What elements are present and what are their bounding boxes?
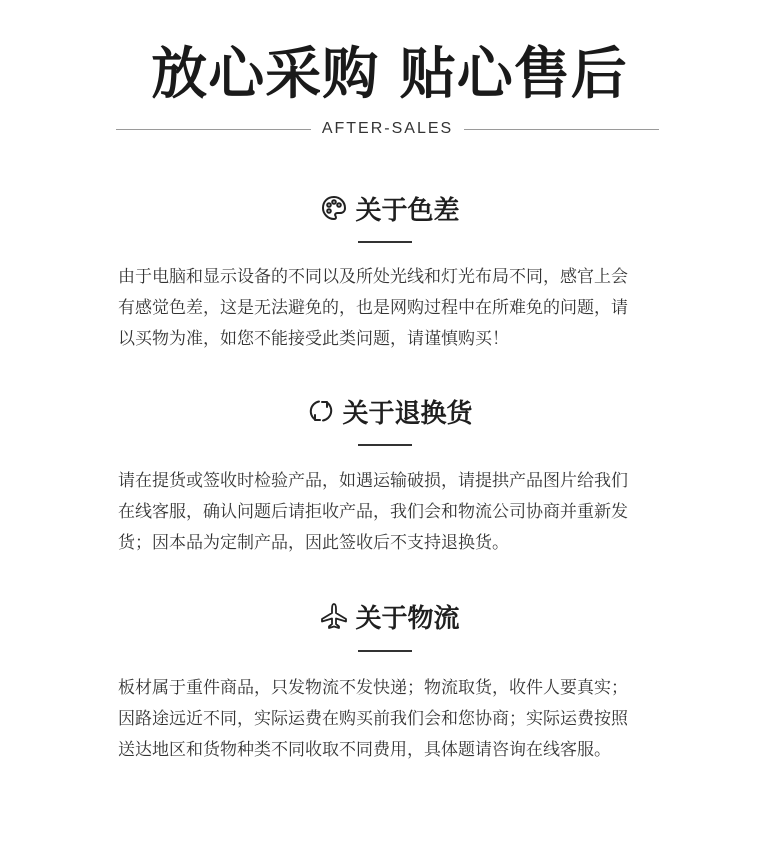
subtitle: AFTER-SALES [321, 120, 454, 137]
text-line: 请在提货或签收时检验产品，如遇运输破损，请提拱产品图片给我们 [118, 471, 628, 491]
section-heading: 关于色差 [355, 195, 460, 226]
text-line: 因路途远近不同，实际运费在购买前我们会和您协商；实际运费按照 [118, 709, 628, 729]
text-line: 有感觉色差，这是无法避免的，也是网购过程中在所难免的问题，请 [118, 298, 628, 318]
palette-icon [319, 193, 349, 223]
subtitle-left-rule [116, 129, 311, 130]
section-divider [358, 444, 412, 446]
text-line: 由于电脑和显示设备的不同以及所处光线和灯光布局不同，感官上会 [118, 267, 628, 287]
section-divider [358, 650, 412, 652]
text-line: 送达地区和货物种类不同收取不同费用，具体题请咨询在线客服。 [118, 740, 611, 760]
section-logistics-text [118, 673, 663, 766]
text-line: 货；因本品为定制产品，因此签收后不支持退换货。 [118, 533, 509, 553]
section-heading: 关于退换货 [342, 398, 473, 429]
section-returns-text [118, 466, 663, 559]
section-color-difference-header [0, 190, 779, 226]
section-logistics-header [0, 598, 779, 634]
section-heading: 关于物流 [355, 603, 460, 634]
text-line: 以买物为准，如您不能接受此类问题，请谨慎购买！ [118, 329, 509, 349]
subtitle-right-rule [464, 129, 659, 130]
text-line: 在线客服，确认问题后请拒收产品，我们会和物流公司协商并重新发 [118, 502, 628, 522]
page-title: 放心采购 贴心售后 [151, 42, 628, 107]
section-divider [358, 241, 412, 243]
section-color-difference-text [118, 262, 663, 355]
text-line: 板材属于重件商品，只发物流不发快递；物流取货，收件人要真实； [118, 678, 628, 698]
subtitle-row [116, 118, 659, 140]
section-returns-header [0, 393, 779, 429]
airplane-icon [319, 601, 349, 631]
refresh-icon [306, 396, 336, 426]
